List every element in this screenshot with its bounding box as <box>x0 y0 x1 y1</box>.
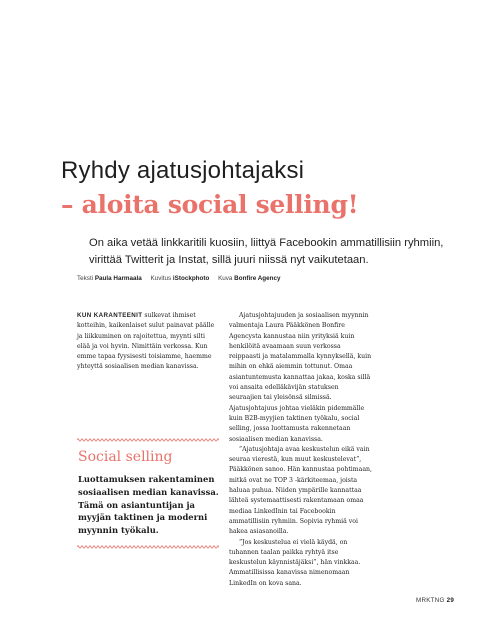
lead-paragraph: On aika vetää linkkaritili kuosiin, liittyä Facebookin ammatillisiin ryhmiin, virittää Twitterit ja Instat, sillä juuri niissä nyt vaikutetaan. <box>89 237 444 266</box>
squiggle-divider-top <box>77 437 219 443</box>
magazine-name: MRKTNG <box>416 597 445 604</box>
intro-caps: KUN KARANTEENIT <box>77 312 143 319</box>
credit-text-name: Paula Harmaala <box>94 275 142 282</box>
body-paragraph-1: Ajatusjohtajuuden ja sosiaalisen myynnin valmentaja Laura Pääkkönen Bonfire Agencysta kannustaa niin yrityksiä kuin henkilöitä avaamaan suun verkossa reippaasti ja matalammalla kynnyksellä, kuin mihin on ehkä aiemmin tottunut. Omaa asiantuntemusta kannattaa jakaa, koska sillä voi ansaita edelläkävijän statuksen seuraajien tai yleisönsä silmissä. Ajatusjohtajuus johtaa vieläkin pidemmälle kuin B2B-myyjien taktinen työkalu, social selling, jossa luottamusta rakennetaan sosiaalisen median kanavissa. <box>229 312 372 443</box>
credit-image-label: Kuva <box>218 275 233 282</box>
credit-photo-label: Kuvitus <box>150 275 172 282</box>
squiggle-divider-bottom <box>77 544 219 550</box>
page-number: 29 <box>446 597 455 604</box>
headline-line1: Ryhdy ajatusjohtajaksi <box>61 157 305 184</box>
credit-photo-name: iStockphoto <box>172 275 210 282</box>
headline-line2: – aloita social selling! <box>61 190 359 219</box>
sidebar-box-text: Luottamuksen rakentaminen sosiaalisen median kanavissa. Tämä on asiantuntijan ja myyjän taktinen ja moderni myynnin työkalu. <box>78 474 219 536</box>
credits-line <box>77 275 280 282</box>
credit-text-label: Teksti <box>77 275 94 282</box>
sidebar-box-title: Social selling <box>78 449 173 465</box>
credit-image-name: Bonfire Agency <box>234 275 281 282</box>
body-paragraph-2: ”Ajatusjohtaja avaa keskustelun eikä vain seuraa vierestä, kun muut keskustelevat”, Pääkkönen sanoo. Hän kannustaa pohtimaan, mitkä ovat ne TOP 3 -kärkiteemaa, joista haluaa puhua. Niiden ympärille kannattaa lähteä systemaattisesti rakentamaan omaa mediaa LinkedInin tai Facebookin ammatillisiin ryhmiin. Sopivia ryhmiä voi hakea asiasanoilla. <box>229 445 372 536</box>
body-column-right <box>229 311 372 589</box>
intro-text: sulkevat ihmiset kotteihin, kaikenlaiset sulut painavat päälle ja liikkuminen on rajoitettua, myynti silti elää ja voi hyvin. Nimittäin verkossa. Kun emme tapaa fyysisesti toisiamme, haemme yhteyttä sosiaalisen median kanavissa. <box>77 312 215 371</box>
body-column-left <box>77 311 217 373</box>
intro-paragraph <box>77 311 217 373</box>
body-paragraph-3: ”Jos keskustelua ei vielä käydä, on tuhannen taalan paikka ryhtyä itse keskustelun käynnistäjäksi”, hän vinkkaa. Ammatillisissa kanavissa nimenomaan LinkedIn on kova sana. <box>229 538 361 587</box>
page-footer <box>416 597 454 604</box>
